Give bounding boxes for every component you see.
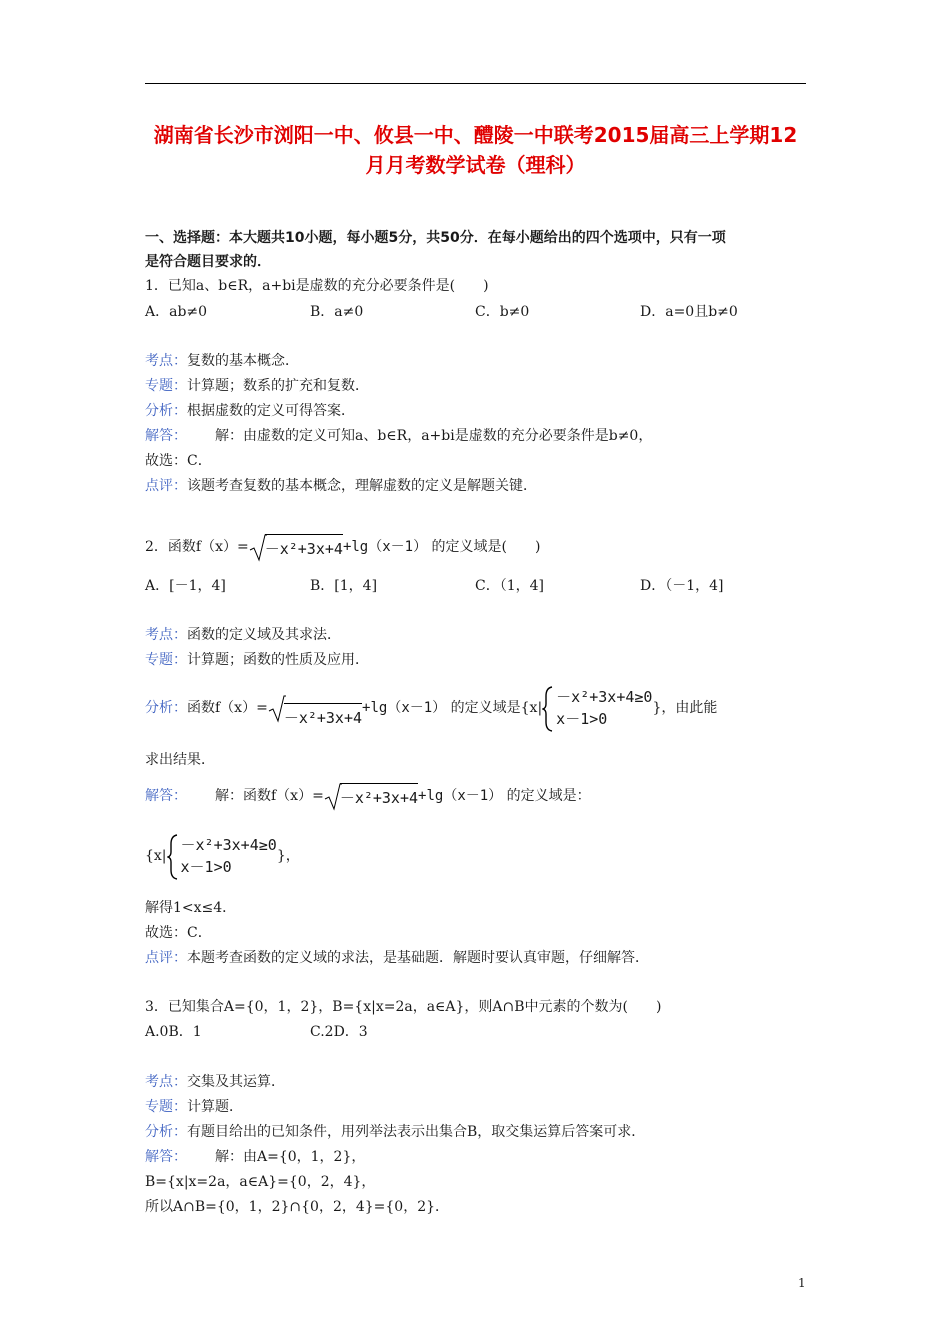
q3-line2: B={x|x=2a，a∈A}={0，2，4}， — [145, 1174, 376, 1190]
q3-kaodian — [145, 1072, 285, 1092]
q1-zhuanti — [145, 376, 369, 396]
label-zhuanti: 专题： — [145, 652, 187, 668]
q1-guxuan: 故选：C． — [145, 453, 212, 469]
q2-option-d: D．（－1，4] — [640, 578, 724, 594]
sqrt-symbol — [268, 695, 363, 727]
q2-zhuanti-text: 计算题；函数的性质及应用． — [187, 652, 369, 668]
q1-option-d: D．a=0且b≠0 — [640, 304, 738, 320]
q2-fenxi-cont: 求出结果． — [145, 752, 215, 768]
system-line-1: －x²+3x+4≥0 — [556, 688, 653, 706]
q2-fenxi-prefix: 函数f（x）= — [187, 700, 268, 716]
label-fenxi: 分析： — [145, 403, 187, 419]
section-heading: 一、选择题：本大题共10小题，每小题5分，共50分．在每小题给出的四个选项中，只有一项 — [145, 230, 726, 246]
q3-zhuanti — [145, 1097, 243, 1117]
set-close: }， — [276, 848, 300, 864]
label-jieda: 解答： — [145, 428, 187, 444]
system-line-2: x－1>0 — [180, 858, 232, 876]
q3-fenxi-text: 有题目给出的已知条件，用列举法表示出集合B，取交集运算后答案可求． — [187, 1124, 646, 1140]
q3-option-ab: A.0B．1 — [145, 1024, 202, 1040]
system-line-2: x－1>0 — [556, 710, 608, 728]
label-kaodian: 考点： — [145, 1074, 187, 1090]
q2-fenxi-mid: 的定义域是{x| — [450, 700, 543, 716]
system-line-1: －x²+3x+4≥0 — [180, 836, 277, 854]
q1-dianping-text: 该题考查复数的基本概念，理解虚数的定义是解题关键． — [187, 478, 537, 494]
inequality-system — [542, 686, 652, 730]
section-heading-cont: 是符合题目要求的． — [145, 254, 271, 270]
q1-option-c: C．b≠0 — [475, 304, 530, 320]
q1-dianping — [145, 476, 537, 496]
q2-stem-prefix: 2．函数f（x）= — [145, 539, 249, 555]
q2-fenxi-lg: +lg（x－1） — [362, 700, 447, 716]
q2-jieda — [145, 783, 591, 809]
q2-fenxi-suffix: }，由此能 — [652, 700, 718, 716]
label-kaodian: 考点： — [145, 627, 187, 643]
q2-jiede: 解得1<x≤4． — [145, 900, 237, 916]
q2-radicand: －x²+3x+4 — [265, 534, 343, 559]
q1-jieda — [145, 426, 652, 446]
q2-kaodian-text: 函数的定义域及其求法． — [187, 627, 341, 643]
q3-jieda — [145, 1147, 365, 1167]
header-rule — [145, 83, 806, 84]
label-zhuanti: 专题： — [145, 378, 187, 394]
page-number: 1 — [798, 1276, 806, 1290]
q2-stem — [145, 534, 540, 560]
label-fenxi: 分析： — [145, 1124, 187, 1140]
q2-stem-mid: +lg（x－1） — [342, 539, 428, 555]
q1-jieda-text: 解：由虚数的定义可知a、b∈R，a+bi是虚数的充分必要条件是b≠0， — [215, 428, 653, 444]
q1-stem: 1．已知a、b∈R，a+bi是虚数的充分必要条件是( ) — [145, 278, 489, 294]
q1-option-a: A．ab≠0 — [145, 304, 208, 320]
q3-jieda-text: 解：由A={0，1，2}， — [215, 1149, 366, 1165]
label-dianping: 点评： — [145, 478, 187, 494]
set-open: {x| — [145, 848, 167, 864]
label-jieda: 解答： — [145, 1149, 187, 1165]
q3-option-cd: C.2D．3 — [310, 1024, 368, 1040]
q3-fenxi — [145, 1122, 645, 1142]
q3-line3: 所以A∩B={0，1，2}∩{0，2，4}={0，2}． — [145, 1199, 450, 1215]
q2-jieda-suffix: 的定义域是： — [506, 788, 591, 804]
q1-kaodian — [145, 351, 299, 371]
q1-zhuanti-text: 计算题；数系的扩充和复数． — [187, 378, 369, 394]
q2-dianping — [145, 948, 649, 968]
q2-fenxi — [145, 684, 717, 732]
q2-jieda-radicand: －x²+3x+4 — [340, 783, 418, 808]
q1-fenxi-text: 根据虚数的定义可得答案． — [187, 403, 355, 419]
q2-dianping-text: 本题考查函数的定义域的求法，是基础题．解题时要认真审题，仔细解答． — [187, 950, 649, 966]
q1-option-b: B．a≠0 — [310, 304, 364, 320]
q1-fenxi — [145, 401, 355, 421]
q3-zhuanti-text: 计算题． — [187, 1099, 243, 1115]
q2-stem-suffix: 的定义域是( ) — [431, 539, 541, 555]
q2-jieda-prefix: 解：函数f（x）= — [215, 788, 324, 804]
q2-option-b: B．[1，4] — [310, 578, 378, 594]
label-zhuanti: 专题： — [145, 1099, 187, 1115]
sqrt-symbol — [249, 534, 343, 560]
label-fenxi: 分析： — [145, 700, 187, 716]
q1-kaodian-text: 复数的基本概念． — [187, 353, 299, 369]
label-jieda: 解答： — [145, 788, 187, 804]
exam-title: 湖南省长沙市浏阳一中、攸县一中、醴陵一中联考2015届高三上学期12月月考数学试卷（理科） — [153, 123, 798, 177]
q2-fenxi-radicand: －x²+3x+4 — [284, 703, 362, 728]
q2-guxuan: 故选：C． — [145, 925, 212, 941]
inequality-system — [167, 834, 277, 878]
label-kaodian: 考点： — [145, 353, 187, 369]
q3-kaodian-text: 交集及其运算． — [187, 1074, 285, 1090]
q2-option-a: A．[－1，4] — [145, 578, 226, 594]
q2-set — [145, 832, 300, 880]
q3-stem: 3．已知集合A={0，1，2}，B={x|x=2a，a∈A}，则A∩B中元素的个数为( ) — [145, 999, 662, 1015]
q2-option-c: C．（1，4] — [475, 578, 544, 594]
sqrt-symbol — [324, 783, 418, 809]
label-dianping: 点评： — [145, 950, 187, 966]
q2-jieda-lg: +lg（x－1） — [418, 788, 503, 804]
q2-zhuanti — [145, 650, 369, 670]
q2-kaodian — [145, 625, 341, 645]
